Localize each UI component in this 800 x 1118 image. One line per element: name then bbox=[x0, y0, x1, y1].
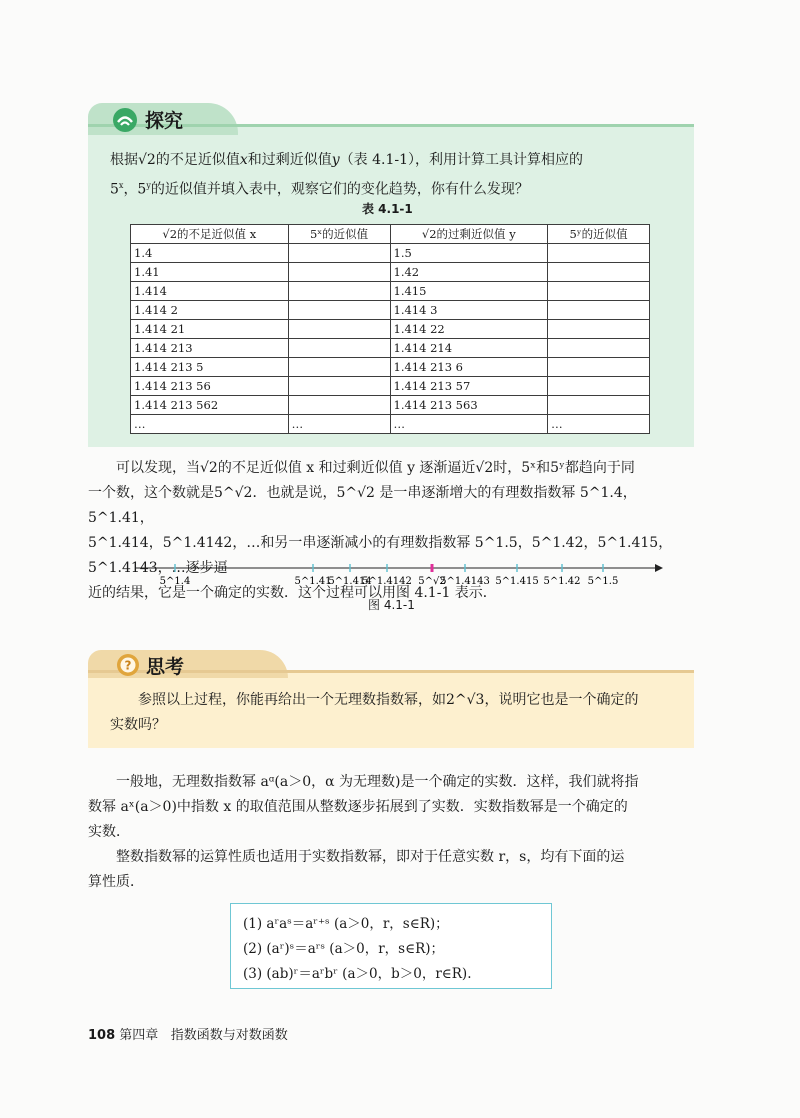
table-cell: 1.414 213 5 bbox=[131, 358, 289, 377]
think-title: 思考 bbox=[146, 656, 185, 678]
main-line-1: 可以发现，当√2的不足近似值 x 和过剩近似值 y 逐渐逼近√2时，5ˣ和5ʸ都趋向于同 bbox=[116, 460, 635, 476]
general-p2-line-2: 算性质． bbox=[88, 874, 144, 890]
table-cell bbox=[288, 263, 390, 282]
chapter-label: 第四章 bbox=[119, 1028, 159, 1043]
tick-label: 5^√2 bbox=[418, 576, 446, 587]
chapter-title: 指数函数与对数函数 bbox=[170, 1028, 288, 1043]
table-cell bbox=[288, 244, 390, 263]
table-cell: 1.414 213 562 bbox=[131, 396, 289, 415]
header-x: √2的不足近似值 x bbox=[131, 225, 289, 244]
table-cell bbox=[288, 320, 390, 339]
main-line-4: 近的结果，它是一个确定的实数．这个过程可以用图 4.1-1 表示． bbox=[88, 585, 497, 601]
general-p1-line-1: 一般地，无理数指数幂 aᵅ(a＞0，α 为无理数)是一个确定的实数．这样，我们就将指 bbox=[116, 774, 639, 790]
table-cell: 1.414 bbox=[131, 282, 289, 301]
formula-3: (3) (ab)ʳ＝aʳbʳ (a＞0，b＞0，r∈R). bbox=[243, 966, 472, 982]
table-cell bbox=[548, 396, 650, 415]
formula-2: (2) (aʳ)ˢ＝aʳˢ (a＞0，r，s∈R)； bbox=[243, 941, 445, 957]
page-number: 108 bbox=[88, 1028, 116, 1043]
table-cell bbox=[288, 358, 390, 377]
table-cell: 1.41 bbox=[131, 263, 289, 282]
table-row bbox=[131, 415, 650, 434]
table-row bbox=[131, 377, 650, 396]
table-cell: … bbox=[390, 415, 548, 434]
explore-title: 探究 bbox=[145, 110, 184, 132]
table-cell: … bbox=[288, 415, 390, 434]
table-cell: 1.414 213 bbox=[131, 339, 289, 358]
formula-1: (1) aʳaˢ＝aʳ⁺ˢ (a＞0，r，s∈R)； bbox=[243, 916, 449, 932]
table-cell bbox=[288, 396, 390, 415]
explore-icon bbox=[112, 107, 138, 133]
tick-label: 5^1.42 bbox=[543, 576, 581, 587]
table-cell: 1.414 213 56 bbox=[131, 377, 289, 396]
tick-label: 5^1.5 bbox=[587, 576, 619, 587]
table-cell: 1.414 213 6 bbox=[390, 358, 548, 377]
table-row bbox=[131, 301, 650, 320]
table-row bbox=[131, 244, 650, 263]
table-header-row bbox=[131, 225, 650, 244]
header-5y: 5ʸ的近似值 bbox=[548, 225, 650, 244]
table-cell: 1.5 bbox=[390, 244, 548, 263]
main-line-3: 5^1.414，5^1.4142，…和另一串逐渐减小的有理数指数幂 5^1.5，5^1.42，5^1.415，5^1.4143，…逐步逼 bbox=[88, 535, 673, 576]
table-cell: 1.414 213 563 bbox=[390, 396, 548, 415]
table-cell: 1.414 3 bbox=[390, 301, 548, 320]
table-cell bbox=[288, 339, 390, 358]
table-cell: 1.414 214 bbox=[390, 339, 548, 358]
question-icon bbox=[116, 653, 140, 677]
tick-label: 5^1.4 bbox=[159, 576, 191, 587]
table-row bbox=[131, 358, 650, 377]
table-cell bbox=[548, 339, 650, 358]
table-cell bbox=[288, 301, 390, 320]
think-line-1: 参照以上过程，你能再给出一个无理数指数幂，如2^√3，说明它也是一个确定的 bbox=[138, 692, 639, 708]
tick-label: 5^1.415 bbox=[495, 576, 539, 587]
figure-caption: 图 4.1-1 bbox=[368, 598, 415, 612]
table-cell: 1.415 bbox=[390, 282, 548, 301]
table-cell: 1.42 bbox=[390, 263, 548, 282]
header-5x: 5ˣ的近似值 bbox=[288, 225, 390, 244]
formula-box bbox=[230, 903, 552, 989]
header-y: √2的过剩近似值 y bbox=[390, 225, 548, 244]
approximation-table bbox=[130, 224, 650, 434]
table-cell bbox=[288, 377, 390, 396]
table-cell: 1.414 213 57 bbox=[390, 377, 548, 396]
number-line-figure bbox=[135, 558, 665, 594]
table-cell bbox=[548, 358, 650, 377]
general-p2-line-1: 整数指数幂的运算性质也适用于实数指数幂，即对于任意实数 r，s，均有下面的运 bbox=[116, 849, 625, 865]
table-cell bbox=[548, 282, 650, 301]
table-cell: 1.414 2 bbox=[131, 301, 289, 320]
tick-label: 5^1.41 bbox=[294, 576, 332, 587]
table-cell bbox=[548, 301, 650, 320]
main-line-2: 一个数，这个数就是5^√2．也就是说，5^√2 是一串逐渐增大的有理数指数幂 5^1.4，5^1.41， bbox=[88, 485, 637, 526]
table-cell: … bbox=[131, 415, 289, 434]
think-line-2: 实数吗？ bbox=[110, 717, 166, 733]
table-cell: 1.4 bbox=[131, 244, 289, 263]
tick-label: 5^1.4142 bbox=[362, 576, 412, 587]
svg-text:?: ? bbox=[124, 658, 132, 673]
general-p1-line-3: 实数． bbox=[88, 824, 130, 840]
table-cell bbox=[288, 282, 390, 301]
table-cell bbox=[548, 244, 650, 263]
table-row bbox=[131, 263, 650, 282]
table-cell: 1.414 22 bbox=[390, 320, 548, 339]
table-cell bbox=[548, 377, 650, 396]
table-cell bbox=[548, 263, 650, 282]
general-paragraphs bbox=[88, 770, 698, 895]
table-cell: … bbox=[548, 415, 650, 434]
table-row bbox=[131, 320, 650, 339]
tick-label: 5^1.4143 bbox=[440, 576, 490, 587]
tick-label: 5^1.414 bbox=[328, 576, 372, 587]
page-footer bbox=[88, 1024, 288, 1043]
table-cell bbox=[548, 320, 650, 339]
table-cell: 1.414 21 bbox=[131, 320, 289, 339]
explore-text: 根据√2的不足近似值x和过剩近似值y（表 4.1-1），利用计算工具计算相应的 5$^x$，5$^y$的近似值并填入表中，观察它们的变化趋势，你有什么发现？ bbox=[110, 152, 584, 198]
table-row bbox=[131, 282, 650, 301]
axis-arrow bbox=[655, 564, 663, 572]
think-text bbox=[110, 688, 685, 738]
table-row bbox=[131, 339, 650, 358]
table-caption: 表 4.1-1 bbox=[362, 202, 413, 216]
general-p1-line-2: 数幂 aˣ(a＞0)中指数 x 的取值范围从整数逐步拓展到了实数．实数指数幂是一个确定的 bbox=[88, 799, 628, 815]
table-row bbox=[131, 396, 650, 415]
